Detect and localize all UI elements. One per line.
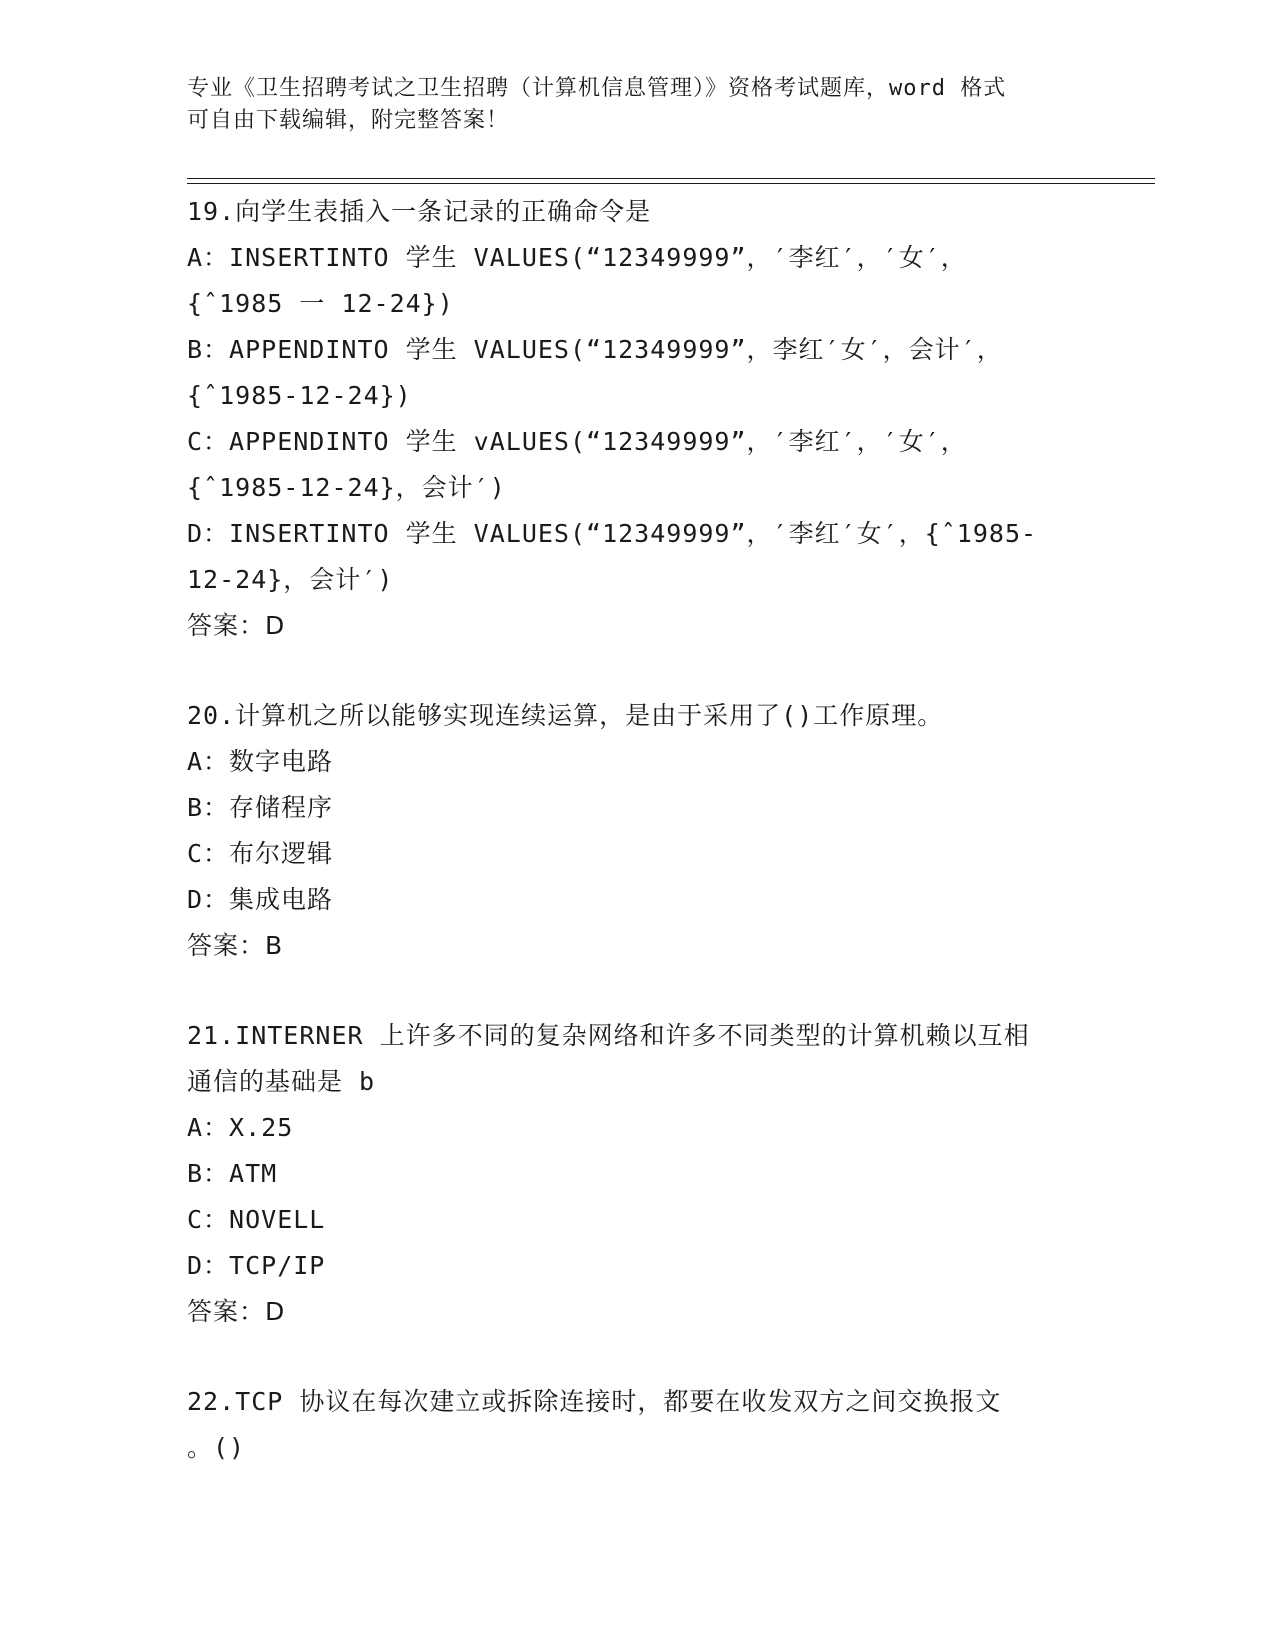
question-19 [187, 189, 1087, 649]
question-19-answer: 答案：D [187, 611, 286, 640]
question-19-option-b: B：APPENDINTO 学生 VALUES(“12349999”，李红′女′，会计′， [187, 335, 1003, 364]
question-22-stem-cont: 。() [187, 1433, 246, 1462]
question-21-option-a: A：X.25 [187, 1113, 294, 1142]
question-19-option-c-cont: {ˆ1985-12-24}，会计′) [187, 473, 506, 502]
question-21-option-d: D：TCP/IP [187, 1251, 326, 1280]
question-21-option-b: B：ATM [187, 1159, 278, 1188]
question-21 [187, 1013, 1087, 1335]
question-21-stem-cont: 通信的基础是 b [187, 1067, 376, 1096]
header-divider-bottom [187, 183, 1155, 184]
question-20 [187, 693, 1087, 969]
question-19-option-a: A：INSERTINTO 学生 VALUES(“12349999”，′李红′，′女′， [187, 243, 967, 272]
question-20-answer: 答案：B [187, 931, 284, 960]
question-19-option-a-cont: {ˆ1985 一 12-24}) [187, 289, 454, 318]
question-20-option-d: D：集成电路 [187, 885, 334, 914]
header-line-2: 可自由下载编辑，附完整答案！ [187, 108, 510, 133]
question-22 [187, 1379, 1087, 1471]
question-19-option-d: D：INSERTINTO 学生 VALUES(“12349999”，′李红′女′，{ˆ1985- [187, 519, 1038, 548]
question-19-option-b-cont: {ˆ1985-12-24}) [187, 381, 412, 410]
question-20-option-a: A：数字电路 [187, 747, 334, 776]
question-19-option-d-cont: 12-24}，会计′) [187, 565, 394, 594]
question-list [187, 189, 1087, 1471]
question-19-stem: 19.向学生表插入一条记录的正确命令是 [187, 197, 652, 226]
question-21-stem: 21.INTERNER 上许多不同的复杂网络和许多不同类型的计算机赖以互相 [187, 1021, 1030, 1050]
question-21-answer: 答案：D [187, 1297, 286, 1326]
header-divider-top [187, 178, 1155, 179]
question-22-stem: 22.TCP 协议在每次建立或拆除连接时，都要在收发双方之间交换报文 [187, 1387, 1002, 1416]
question-20-stem: 20.计算机之所以能够实现连续运算，是由于采用了()工作原理。 [187, 701, 944, 730]
header-line-1: 专业《卫生招聘考试之卫生招聘（计算机信息管理）》资格考试题库，word 格式 [187, 76, 1007, 101]
question-19-option-c: C：APPENDINTO 学生 vALUES(“12349999”，′李红′，′女′， [187, 427, 967, 456]
question-20-option-b: B：存储程序 [187, 793, 334, 822]
document-header [187, 73, 1067, 137]
question-20-option-c: C：布尔逻辑 [187, 839, 334, 868]
question-21-option-c: C：NOVELL [187, 1205, 326, 1234]
